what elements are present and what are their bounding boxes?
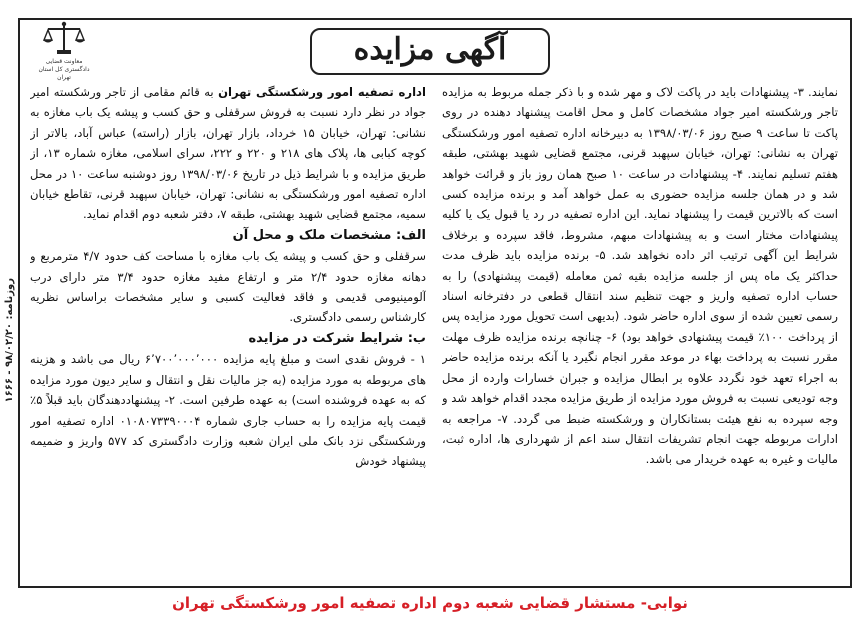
section-be-text: ۱ - فروش نقدی است و مبلغ پایه مزایده ۶٬۷۰۰٬۰۰۰٬۰۰۰ ریال می باشد و هزینه های مربوطه به مورد مزایده (به جز مالیات نقل و انتقال و سایر دیون مورد مزایده که به عهده فروشنده است) به عهده طرفین است. ۲- پیشنهاددهندگان باید قبلاً ۵٪ قیمت پایه مزایده را به حساب جاری شماره ۰۱۰۸۰۷۳۳۹۰۰۰۴ اداره تصفیه امور ورشکستگی نزد بانک ملی ایران شعبه وزارت دادگستری کد ۵۷۷ واریز و ضمیمه پیشنهاد خودش bbox=[30, 352, 426, 469]
page-title: آگهی مزایده bbox=[310, 28, 551, 75]
emblem-caption: معاونت قضایی دادگستری کل استان تهران bbox=[38, 58, 90, 81]
intro-lead: اداره تصفیه امور ورشکستگی تهران bbox=[218, 85, 426, 99]
right-column bbox=[30, 82, 426, 576]
section-heading-alef: الف: مشخصات ملک و محل آن bbox=[232, 227, 426, 243]
side-note bbox=[2, 150, 16, 530]
left-column-text: نمایند. ۳- پیشنهادات باید در پاکت لاک و مهر شده و با ذکر جمله مربوط به مزایده تاجر ورشکسته امیر جواد مشخصات کامل و محل اقامت پیشنهاد دهنده در روی پاکت تا ساعت ۹ صبح روز ۱۳۹۸/۰۳/۰۶ به دبیرخانه اداره تصفیه امور ورشکستگی تهران به نشانی: تهران، خیابان سپهبد قرنی، مجتمع قضایی شهید بهشتی، طبقه هفتم تسلیم نمایند. ۴- پیشنهادات در ساعت ۱۰ صبح همان روز باز و قرائت خواهد شد و در همان جلسه مزایده حضوری به عمل خواهد آمد و برنده مزایده کسی است که بالاترین قیمت را پیشنهاد نماید. این اداره تصفیه در رد یا قبول یک یا کلیه پیشنهادات مختار است و به پیشنهادات مبهم، مشروط، فاقد سپرده و برخلاف شرایط این آگهی ترتیب اثر داده نخواهد شد. ۵- برنده مزایده باید ظرف مدت حداکثر یک ماه پس از جلسه مزایده بقیه ثمن معامله (قیمت پیشنهادی) را به حساب اداره تصفیه واریز و جهت تنظیم سند انتقال قطعی در دفترخانه اسناد رسمی تعیین شده از سوی اداره حاضر شود. (بدیهی است تحویل مورد مزایده پس از پرداخت ۱۰۰٪ قیمت پیشنهادی خواهد بود) ۶- چنانچه برنده مزایده ظرف مهلت مقرر نسبت به پرداخت بهاء در موعد مقرر انجام نگیرد یا آنکه برنده مزایده حاضر به اجراء تعهد خود نگردد علاوه بر ابطال مزایده و جبران خسارات وارده از محل وجه تودیعی نسبت به فروش مورد مزایده از طریق مزایده مجدد اقدام خواهد شد و وجه سپرده به نفع هیئت بستانکاران و ورشکسته ضبط می گردد. ۷- مراجعه به ادارات مربوطه جهت انجام تشریفات انتقال سند اعم از شهرداری ها، اداره ثبت، مالیات و غیره به عهده خریدار می باشد. bbox=[442, 85, 838, 467]
section-heading-be: ب: شرایط شرکت در مزایده bbox=[248, 330, 426, 346]
intro-paragraph bbox=[30, 82, 426, 225]
intro-text: به قائم مقامی از تاجر ورشکسته امیر جواد در نظر دارد نسبت به فروش سرقفلی و حق کسب و پیشه یک باب مغازه به نشانی: تهران، خیابان ۱۵ خرداد، بازار تهران، بازار (راسته) عباس آباد، بالاتر از کوچه کبابی ها، پلاک های ۲۱۸ و ۲۲۰ و ۲۲۲، سرای اسلامی، مغازه شماره ۱۳، از طریق مزایده و با شرایط ذیل در تاریخ ۱۳۹۸/۰۳/۰۶ روز دوشنبه ساعت ۱۰ در محل اداره تصفیه امور ورشکستگی به نشانی: تهران، خیابان سپهبد قرنی، تقاطع خیابان سمیه، مجتمع قضایی شهید بهشتی، طبقه ۷، دفتر شعبه دوم اقدام نماید. bbox=[30, 85, 426, 222]
body-columns bbox=[30, 82, 838, 576]
left-column bbox=[442, 82, 838, 576]
side-note-text: روزنامه: ۹۸/۰۲/۲۰ - ۱۶۶۶ bbox=[3, 277, 15, 403]
footer-signature: نوابی- مستشار قضایی شعبه دوم اداره تصفیه امور ورشکستگی تهران bbox=[172, 594, 688, 612]
section-alef-text: سرقفلی و حق کسب و پیشه یک باب مغازه با مساحت کف حدود ۴/۷ مترمربع و دهانه مغازه حدود ۲/۴ متر و ارتفاع مفید مغازه حدود ۳/۴ متر دارای درب آلومینیومی قدیمی و فاقد فعالیت کسبی و سایر مشخصات براساس نظریه کارشناس رسمی دادگستری. bbox=[30, 249, 426, 325]
title-wrapper bbox=[0, 28, 860, 75]
